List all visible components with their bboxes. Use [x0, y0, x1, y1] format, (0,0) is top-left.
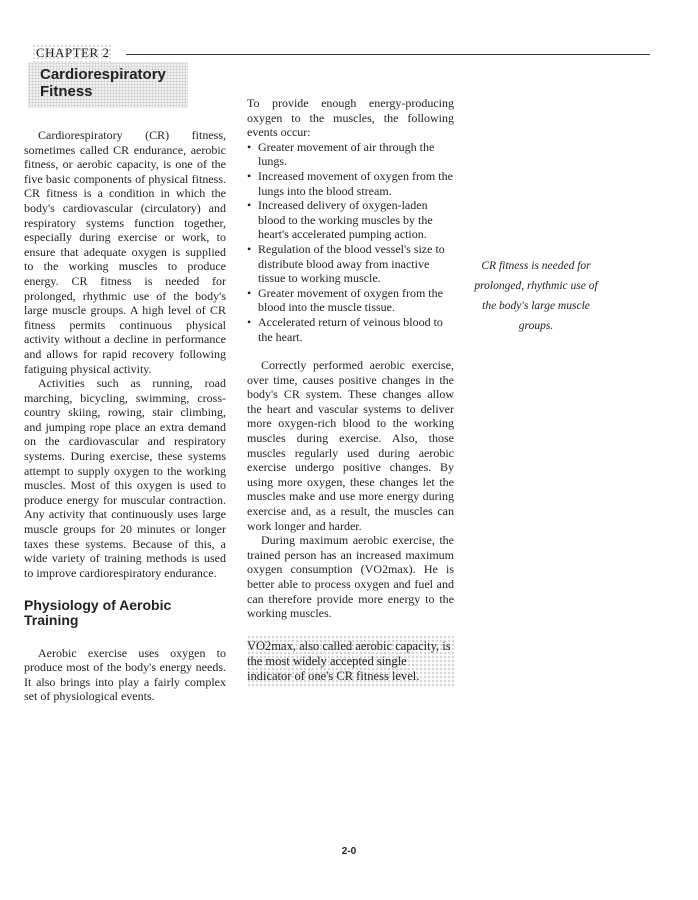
- page-number: 2-0: [341, 846, 357, 857]
- middle-column: [247, 96, 454, 688]
- aerobic-intro-paragraph: Aerobic exercise uses oxygen to produce most of the body's energy needs. It also brings into play a fairly complex set of physiological events.: [24, 645, 226, 704]
- activities-paragraph: Activities such as running, road marching, bicycling, swimming, cross-country skiing, rowing, stair climbing, and jumping rope place an extra demand on the cardiovascular and respiratory systems. During exercise, these systems attempt to supply oxygen to the working muscles. Most of this oxygen is used to produce energy for muscular contraction. Any activity that continuously uses large muscle groups for 20 minutes or longer taxes these systems. Because of this, a wide variety of training methods is used to improve cardiorespiratory endurance.: [24, 376, 226, 580]
- chapter-title-line-2: Fitness: [40, 83, 93, 100]
- chapter-title-line-1: Cardiorespiratory: [40, 66, 166, 83]
- aerobic-changes-paragraph: Correctly performed aerobic exercise, over time, causes positive changes in the body's CR system. These changes allow the heart and vascular systems to deliver more oxygen-rich blood to the working muscles during exercise. Also, those muscles regularly used during aerobic exercise undergo positive changes. By using more oxygen, these changes let the muscles make and use more energy during exercise and, as a result, the muscles can work longer and harder.: [247, 358, 454, 533]
- chapter-title: [28, 62, 188, 108]
- list-item: • Greater movement of oxygen from the blood into the muscle tissue.: [247, 286, 454, 315]
- header-rule: [126, 54, 650, 55]
- left-column: [24, 128, 226, 704]
- list-item: • Regulation of the blood vessel's size to distribute blood away from inactive tissue to working muscle.: [247, 242, 454, 286]
- chapter-label: CHAPTER 2: [32, 44, 113, 62]
- margin-note: CR fitness is needed for prolonged, rhythmic use of the body's large muscle groups.: [474, 260, 598, 332]
- section-heading: Physiology of Aerobic Training: [24, 597, 172, 628]
- list-item: • Increased delivery of oxygen-laden blood to the working muscles by the heart's accelerated pumping action.: [247, 198, 454, 242]
- list-item: • Accelerated return of veinous blood to the heart.: [247, 315, 454, 344]
- events-intro: To provide enough energy-producing oxygen to the muscles, the following events occur:: [247, 96, 454, 140]
- list-item: • Increased movement of oxygen from the lungs into the blood stream.: [247, 169, 454, 198]
- vo2max-paragraph: During maximum aerobic exercise, the trained person has an increased maximum oxygen consumption (VO2max). He is better able to process oxygen and fuel and can therefore provide more energy to the working muscles.: [247, 533, 454, 621]
- vo2max-callout: VO2max, also called aerobic capacity, is the most widely accepted single indicator of one's CR fitness level.: [247, 635, 454, 688]
- intro-paragraph: Cardiorespiratory (CR) fitness, sometimes called CR endurance, aerobic fitness, or aerobic capacity, is one of the five basic components of physical fitness. CR fitness is a condition in which the body's cardiovascular (circulatory) and respiratory systems function together, especially during exercise or work, to ensure that adequate oxygen is supplied to the working muscles to produce energy. CR fitness is needed for prolonged, rhythmic use of the body's large muscle groups. A high level of CR fitness permits continuous physical activity without a decline in performance and allows for rapid recovery following fatiguing physical activity.: [24, 128, 226, 376]
- events-list: [247, 140, 454, 344]
- list-item: • Greater movement of air through the lungs.: [247, 140, 454, 169]
